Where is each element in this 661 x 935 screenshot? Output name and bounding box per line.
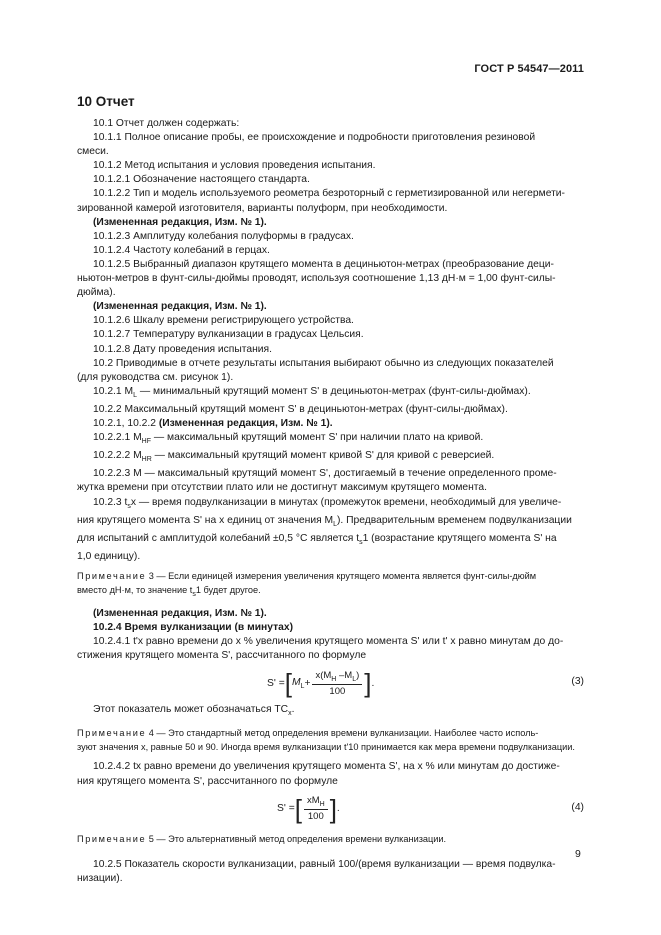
para-10-1-2-3: 10.1.2.3 Амплитуду колебания полуформы в градусах. [93, 230, 354, 242]
amendment-note-10-2: 10.2.1, 10.2.2 (Измененная редакция, Изм. № 1). [93, 418, 333, 430]
para-10-1-2-7: 10.1.2.7 Температуру вулканизации в градусах Цельсия. [93, 329, 364, 341]
page-number: 9 [575, 848, 581, 860]
para-10-2-4-2: 10.2.4.2 tx равно времени до увеличения крутящего момента S', на x % или минутам до достиже- [93, 761, 560, 773]
note-3: Примечание 3 — Если единицей измерения увеличения крутящего момента является фунт-силы-дюйм [77, 571, 537, 582]
para-10-2-5-cont: низации). [77, 873, 123, 885]
para-10-1-1-cont: смеси. [77, 146, 109, 158]
para-10-2-3-cont3: 1,0 единицу). [77, 551, 141, 562]
formula-3-number: (3) [571, 676, 584, 688]
note-4-cont: зуют значения x, равные 50 и 90. Иногда время вулканизации t'10 принимается как мера времени подвулканизации. [77, 741, 575, 752]
subsection-10-2-4: 10.2.4 Время вулканизации (в минутах) [93, 622, 294, 634]
para-10-1-2-2: 10.1.2.2 Тип и модель используемого реометра безроторный с герметизированной или негермети- [93, 188, 565, 200]
para-10-2-cont: (для руководства см. рисунок 1). [77, 371, 234, 383]
para-10-1-2-5: 10.1.2.5 Выбранный диапазон крутящего момента в дециньютон-метрах (преобразование деци- [93, 258, 554, 270]
note-5: Примечание 5 — Это альтернативный метод определения времени вулканизации. [77, 833, 447, 844]
formula-4: S' = [ $\frac{xM_H}{100}$ ] . (4) [277, 793, 584, 824]
para-10-1-2-4: 10.1.2.4 Частоту колебаний в герцах. [93, 244, 270, 256]
formula-4-number: (4) [571, 801, 584, 813]
para-10-1-2-6: 10.1.2.6 Шкалу времени регистрирующего устройства. [93, 315, 354, 327]
para-10-2-5: 10.2.5 Показатель скорости вулканизации, равный 100/(время вулканизации — время подвулка- [93, 859, 556, 871]
section-title: 10 Отчет [77, 94, 135, 109]
formula-3: S' = [ $M_L$ + $\frac{x(M_H -M_L)}{100}$ ] . (3) [267, 668, 584, 699]
para-10-2-2-3: 10.2.2.3 M — максимальный крутящий момент S', достигаемый в течение определенного проме- [93, 468, 557, 480]
amendment-note-1: (Измененная редакция, Изм. № 1). [93, 216, 267, 228]
para-10-1-2-5-cont2: дюйма). [77, 287, 116, 299]
amendment-note-3: (Измененная редакция, Изм. № 1). [93, 607, 267, 619]
para-10-1-2-2-cont: зированной камерой изготовителя, варианты полуформ, при необходимости. [77, 202, 448, 214]
para-tc-note: Этот показатель может обозначаться $TC_x$. [93, 704, 295, 718]
para-10-2-2-1: 10.2.2.1 $M_{HF}$ — максимальный крутящий момент S' при наличии плато на кривой. [93, 432, 484, 446]
para-10-1-2-8: 10.1.2.8 Дату проведения испытания. [93, 343, 272, 355]
para-10-1: 10.1 Отчет должен содержать: [93, 118, 240, 129]
para-10-2-3-cont2: для испытаний с амплитудой колебаний ±0,5 °С является $t_s1$ (возрастание крутящего момента S' на [77, 532, 557, 546]
para-10-2-3-cont1: ния крутящего момента S' на x единиц от значения $M_L$). Предварительным временем подвулканизации [77, 514, 572, 528]
para-10-2-3: 10.2.3 $t_sx$ — время подвулканизации в минутах (промежуток времени, необходимый для увеличе- [93, 496, 562, 510]
para-10-2-2-2: 10.2.2.2 $M_{HR}$ — максимальный крутящий момент кривой S' для кривой с реверсией. [93, 450, 495, 464]
para-10-2-2: 10.2.2 Максимальный крутящий момент S' в дециньютон-метрах (фунт-силы-дюймах). [93, 403, 508, 415]
note-4: Примечание 4 — Это стандартный метод определения времени вулканизации. Наиболее часто исполь- [77, 728, 539, 739]
para-10-1-2-5-cont1: ньютон-метров в фунт-силы-дюймы проводят, используя соотношение 1,13 дН·м = 1,00 фунт-силы- [77, 273, 556, 285]
para-10-2-4-1: 10.2.4.1 t'x равно времени до x % увеличения крутящего момента S' или t' x равно минутам до до- [93, 636, 564, 648]
para-10-1-1: 10.1.1 Полное описание пробы, ее происхождение и подробности приготовления резиновой [93, 132, 536, 144]
para-10-2: 10.2 Приводимые в отчете результаты испытания выбирают обычно из следующих показателей [93, 357, 554, 369]
para-10-2-2-3-cont: жутка времени при отсутствии плато или не достигнут максимум крутящего момента. [77, 482, 487, 494]
note-3-cont: вместо дН·м, то значение $t_s1$ будет другое. [77, 584, 261, 598]
amendment-note-2: (Измененная редакция, Изм. № 1). [93, 301, 267, 313]
para-10-1-2: 10.1.2 Метод испытания и условия проведения испытания. [93, 160, 376, 172]
para-10-2-4-1-cont: стижения крутящего момента S', рассчитанного по формуле [77, 650, 367, 662]
para-10-2-1: 10.2.1 $M_L$ — минимальный крутящий момент S' в дециньютон-метрах (фунт-силы-дюймах). [93, 385, 531, 399]
para-10-2-4-2-cont: ния крутящего момента S', рассчитанного по формуле [77, 775, 338, 787]
para-10-1-2-1: 10.1.2.1 Обозначение настоящего стандарта. [93, 174, 310, 186]
section-body [77, 117, 584, 886]
standard-header: ГОСТ Р 54547—2011 [474, 63, 584, 75]
